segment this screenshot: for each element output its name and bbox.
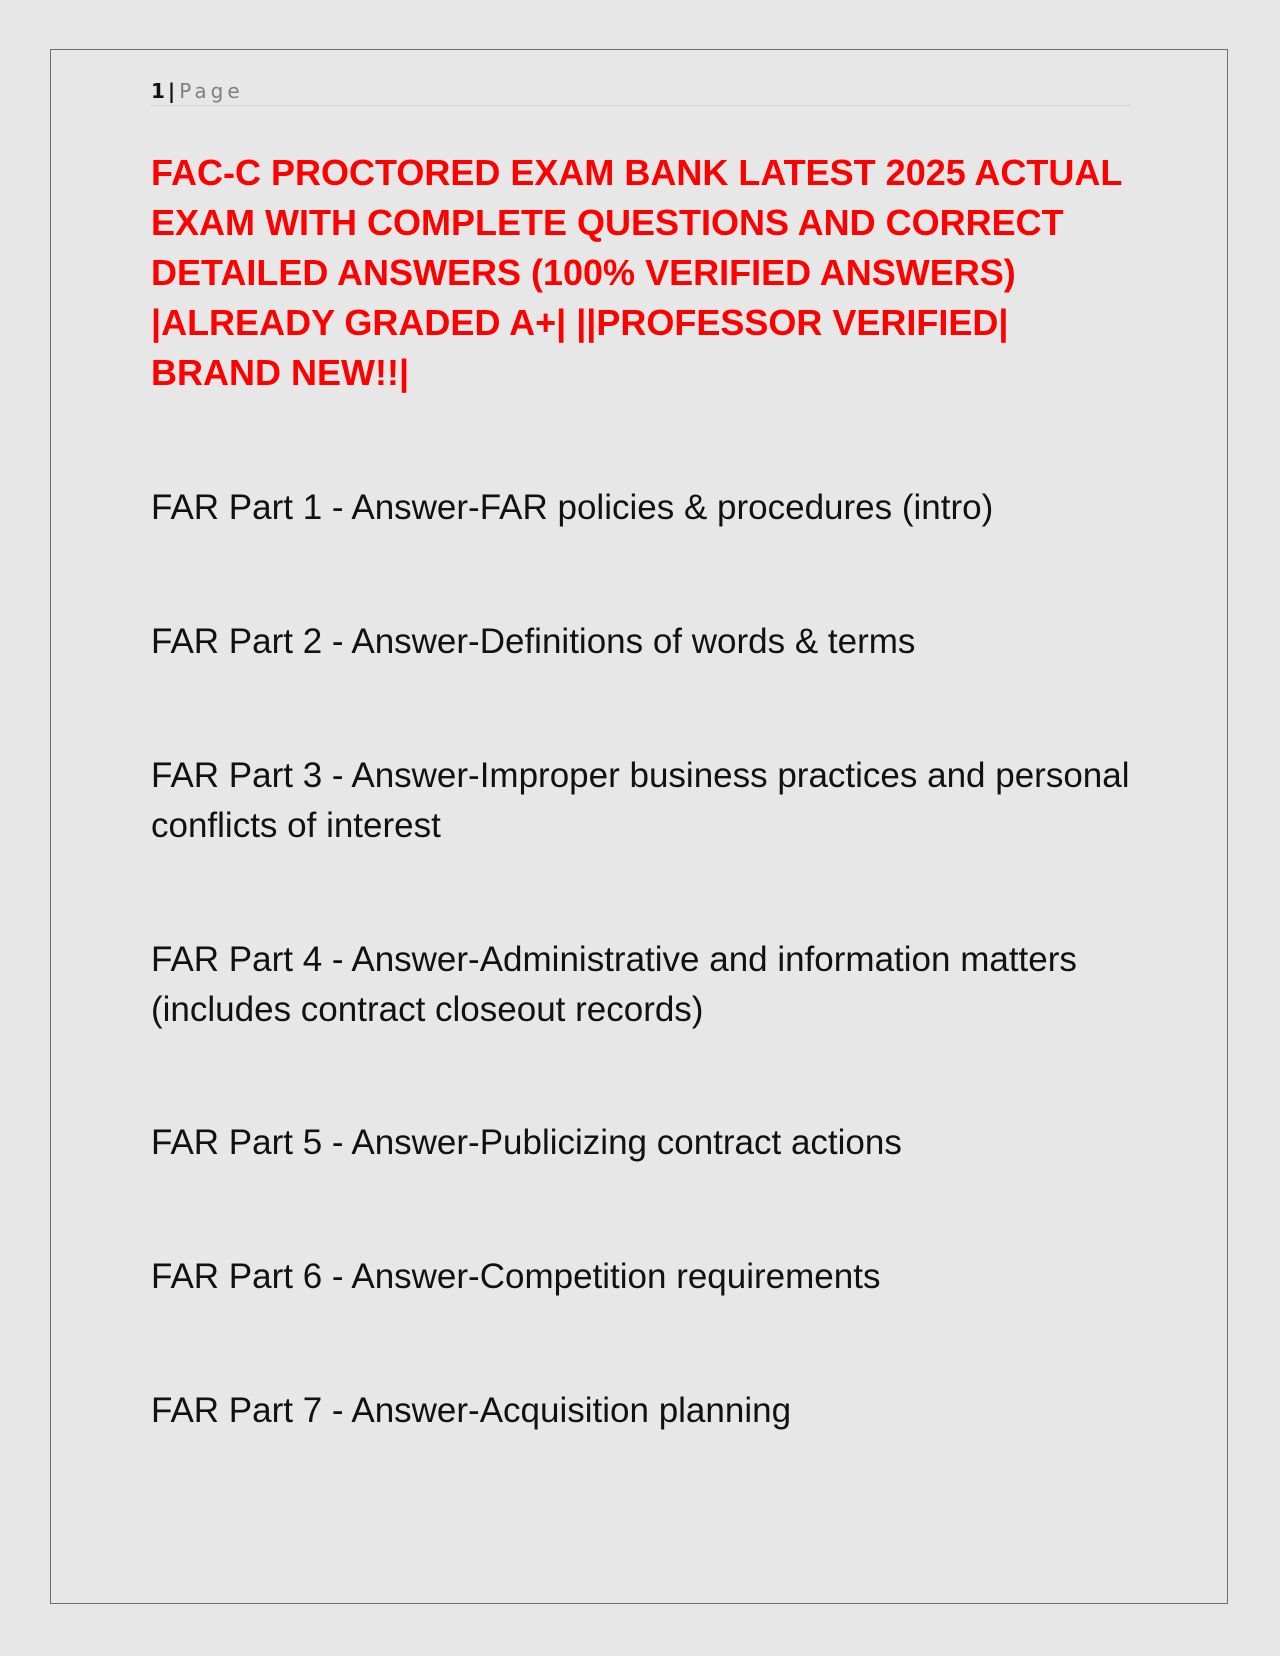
page-header: [151, 76, 1131, 106]
qa-item-far-part-1: FAR Part 1 - Answer-FAR policies & procedures (intro): [151, 488, 994, 527]
qa-item-far-part-3: FAR Part 3 - Answer-Improper business practices and personal conflicts of interest: [151, 756, 1130, 845]
qa-item-far-part-4: FAR Part 4 - Answer-Administrative and information matters (includes contract closeout records): [151, 940, 1077, 1029]
document-title: FAC-C PROCTORED EXAM BANK LATEST 2025 ACTUAL EXAM WITH COMPLETE QUESTIONS AND CORRECT DETAILED ANSWERS (100% VERIFIED ANSWERS) |ALREADY GRADED A+| ||PROFESSOR VERIFIED| BRAND NEW!!|: [151, 152, 1122, 393]
qa-item-far-part-7: FAR Part 7 - Answer-Acquisition planning: [151, 1391, 792, 1430]
page-number: 1: [151, 79, 165, 103]
page-separator: |: [167, 79, 176, 103]
qa-item-far-part-5: FAR Part 5 - Answer-Publicizing contract actions: [151, 1123, 902, 1162]
qa-item-far-part-2: FAR Part 2 - Answer-Definitions of words & terms: [151, 622, 916, 661]
page-label: Page: [179, 79, 244, 103]
qa-item-far-part-6: FAR Part 6 - Answer-Competition requirements: [151, 1257, 881, 1296]
